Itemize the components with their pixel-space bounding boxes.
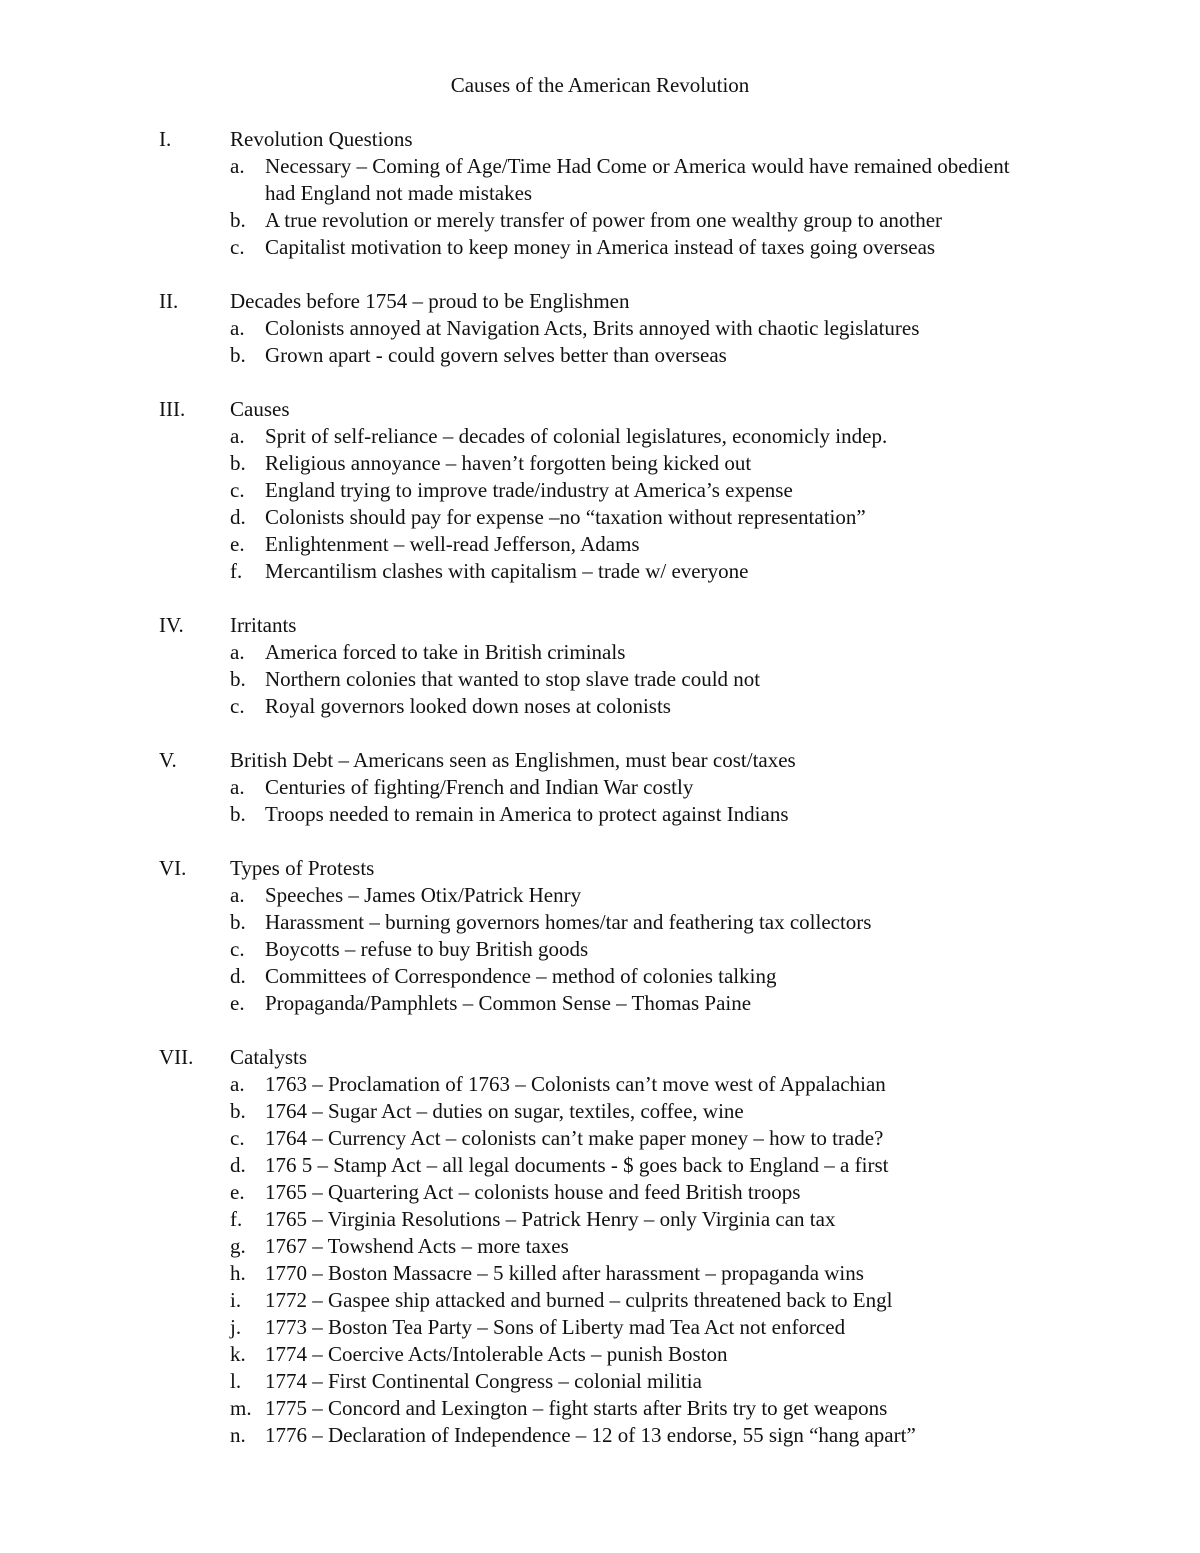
item-text: Grown apart - could govern selves better than overseas (265, 343, 727, 367)
section-heading-row (159, 747, 1059, 774)
item-text: 1765 – Quartering Act – colonists house and feed British troops (265, 1180, 801, 1204)
list-item (159, 963, 1059, 990)
item-text: Religious annoyance – haven’t forgotten being kicked out (265, 451, 752, 475)
outline-section (159, 747, 1059, 828)
section-numeral: III. (159, 397, 186, 421)
item-letter: j. (230, 1315, 242, 1339)
item-letter: m. (230, 1396, 252, 1420)
list-item (159, 1260, 1059, 1287)
item-letter: k. (230, 1342, 246, 1366)
list-item (159, 1206, 1059, 1233)
item-letter: i. (230, 1288, 242, 1312)
list-item (159, 1314, 1059, 1341)
list-item (159, 1287, 1059, 1314)
outline-list (159, 126, 1059, 1476)
section-numeral: V. (159, 748, 177, 772)
list-item (159, 1368, 1059, 1395)
item-text: 1774 – First Continental Congress – colonial militia (265, 1369, 702, 1393)
section-heading: Causes (230, 397, 290, 421)
list-item (159, 882, 1059, 909)
item-text: 1765 – Virginia Resolutions – Patrick Henry – only Virginia can tax (265, 1207, 836, 1231)
list-item (159, 936, 1059, 963)
item-text: Mercantilism clashes with capitalism – trade w/ everyone (265, 559, 749, 583)
list-item (159, 774, 1059, 801)
section-heading: Irritants (230, 613, 297, 637)
item-text: Harassment – burning governors homes/tar and feathering tax collectors (265, 910, 872, 934)
section-heading: Types of Protests (230, 856, 375, 880)
item-text: A true revolution or merely transfer of power from one wealthy group to another (265, 208, 943, 232)
item-letter: c. (230, 937, 245, 961)
item-letter: b. (230, 802, 246, 826)
outline-section (159, 126, 1059, 261)
item-letter: b. (230, 451, 246, 475)
outline-section (159, 1044, 1059, 1449)
item-text: Troops needed to remain in America to protect against Indians (265, 802, 789, 826)
item-letter: c. (230, 694, 245, 718)
list-item (159, 1422, 1059, 1449)
item-text: America forced to take in British criminals (265, 640, 626, 664)
section-heading-row (159, 855, 1059, 882)
list-item (159, 1341, 1059, 1368)
outline-section (159, 396, 1059, 585)
list-item (159, 801, 1059, 828)
list-item (159, 1152, 1059, 1179)
item-letter: b. (230, 208, 246, 232)
list-item (159, 234, 1059, 261)
item-text: Committees of Correspondence – method of colonies talking (265, 964, 777, 988)
item-letter: b. (230, 667, 246, 691)
list-item (159, 450, 1059, 477)
item-letter: b. (230, 910, 246, 934)
item-text: Necessary – Coming of Age/Time Had Come or America would have remained obedient had England not made mistakes (265, 154, 1010, 205)
item-letter: a. (230, 775, 245, 799)
section-heading: Revolution Questions (230, 127, 413, 151)
list-item (159, 1071, 1059, 1098)
section-numeral: VII. (159, 1045, 194, 1069)
item-text: 1776 – Declaration of Independence – 12 of 13 endorse, 55 sign “hang apart” (265, 1423, 916, 1447)
section-numeral: II. (159, 289, 179, 313)
outline-section (159, 288, 1059, 369)
item-text: 1767 – Towshend Acts – more taxes (265, 1234, 569, 1258)
item-letter: d. (230, 964, 246, 988)
item-letter: a. (230, 154, 245, 178)
list-item (159, 153, 1059, 207)
list-item (159, 558, 1059, 585)
section-heading-row (159, 126, 1059, 153)
item-letter: c. (230, 235, 245, 259)
section-numeral: IV. (159, 613, 184, 637)
list-item (159, 1395, 1059, 1422)
list-item (159, 666, 1059, 693)
item-letter: e. (230, 991, 245, 1015)
list-item (159, 1098, 1059, 1125)
list-item (159, 693, 1059, 720)
item-letter: n. (230, 1423, 246, 1447)
item-letter: a. (230, 640, 245, 664)
item-letter: b. (230, 343, 246, 367)
item-text: Propaganda/Pamphlets – Common Sense – Thomas Paine (265, 991, 752, 1015)
item-text: Centuries of fighting/French and Indian War costly (265, 775, 694, 799)
list-item (159, 504, 1059, 531)
item-text: 1764 – Sugar Act – duties on sugar, textiles, coffee, wine (265, 1099, 744, 1123)
section-heading-row (159, 396, 1059, 423)
list-item (159, 342, 1059, 369)
item-text: 1772 – Gaspee ship attacked and burned – culprits threatened back to Engl (265, 1288, 893, 1312)
section-heading-row (159, 612, 1059, 639)
document-title: Causes of the American Revolution (450, 73, 750, 97)
item-text: Boycotts – refuse to buy British goods (265, 937, 589, 961)
item-text: 176 5 – Stamp Act – all legal documents - $ goes back to England – a first (265, 1153, 889, 1177)
item-letter: e. (230, 532, 245, 556)
list-item (159, 315, 1059, 342)
item-letter: c. (230, 478, 245, 502)
list-item (159, 207, 1059, 234)
section-heading: British Debt – Americans seen as Englishmen, must bear cost/taxes (230, 748, 796, 772)
section-numeral: VI. (159, 856, 187, 880)
item-text: 1763 – Proclamation of 1763 – Colonists can’t move west of Appalachian (265, 1072, 886, 1096)
item-text: Capitalist motivation to keep money in America instead of taxes going overseas (265, 235, 936, 259)
section-numeral: I. (159, 127, 172, 151)
item-text: 1774 – Coercive Acts/Intolerable Acts – punish Boston (265, 1342, 728, 1366)
item-text: Colonists should pay for expense –no “taxation without representation” (265, 505, 866, 529)
item-letter: h. (230, 1261, 246, 1285)
item-letter: b. (230, 1099, 246, 1123)
item-letter: f. (230, 559, 243, 583)
outline-section (159, 612, 1059, 720)
section-heading-row (159, 288, 1059, 315)
list-item (159, 423, 1059, 450)
item-text: Speeches – James Otix/Patrick Henry (265, 883, 582, 907)
item-text: 1775 – Concord and Lexington – fight starts after Brits try to get weapons (265, 1396, 888, 1420)
item-letter: d. (230, 1153, 246, 1177)
item-text: 1773 – Boston Tea Party – Sons of Liberty mad Tea Act not enforced (265, 1315, 846, 1339)
list-item (159, 1233, 1059, 1260)
list-item (159, 477, 1059, 504)
item-letter: f. (230, 1207, 243, 1231)
outline-section (159, 855, 1059, 1017)
item-text: England trying to improve trade/industry at America’s expense (265, 478, 793, 502)
item-letter: a. (230, 1072, 245, 1096)
item-letter: e. (230, 1180, 245, 1204)
item-letter: c. (230, 1126, 245, 1150)
item-text: Sprit of self-reliance – decades of colonial legislatures, economicly indep. (265, 424, 888, 448)
section-heading: Catalysts (230, 1045, 307, 1069)
item-text: 1764 – Currency Act – colonists can’t make paper money – how to trade? (265, 1126, 884, 1150)
item-text: Royal governors looked down noses at colonists (265, 694, 671, 718)
list-item (159, 639, 1059, 666)
item-letter: a. (230, 883, 245, 907)
section-heading-row (159, 1044, 1059, 1071)
item-letter: d. (230, 505, 246, 529)
item-letter: g. (230, 1234, 246, 1258)
list-item (159, 531, 1059, 558)
item-letter: l. (230, 1369, 242, 1393)
item-letter: a. (230, 424, 245, 448)
section-heading: Decades before 1754 – proud to be Englishmen (230, 289, 630, 313)
item-text: Northern colonies that wanted to stop slave trade could not (265, 667, 761, 691)
list-item (159, 1125, 1059, 1152)
list-item (159, 990, 1059, 1017)
item-text: Colonists annoyed at Navigation Acts, Brits annoyed with chaotic legislatures (265, 316, 920, 340)
item-text: 1770 – Boston Massacre – 5 killed after harassment – propaganda wins (265, 1261, 864, 1285)
list-item (159, 909, 1059, 936)
item-text: Enlightenment – well-read Jefferson, Adams (265, 532, 640, 556)
item-letter: a. (230, 316, 245, 340)
list-item (159, 1179, 1059, 1206)
